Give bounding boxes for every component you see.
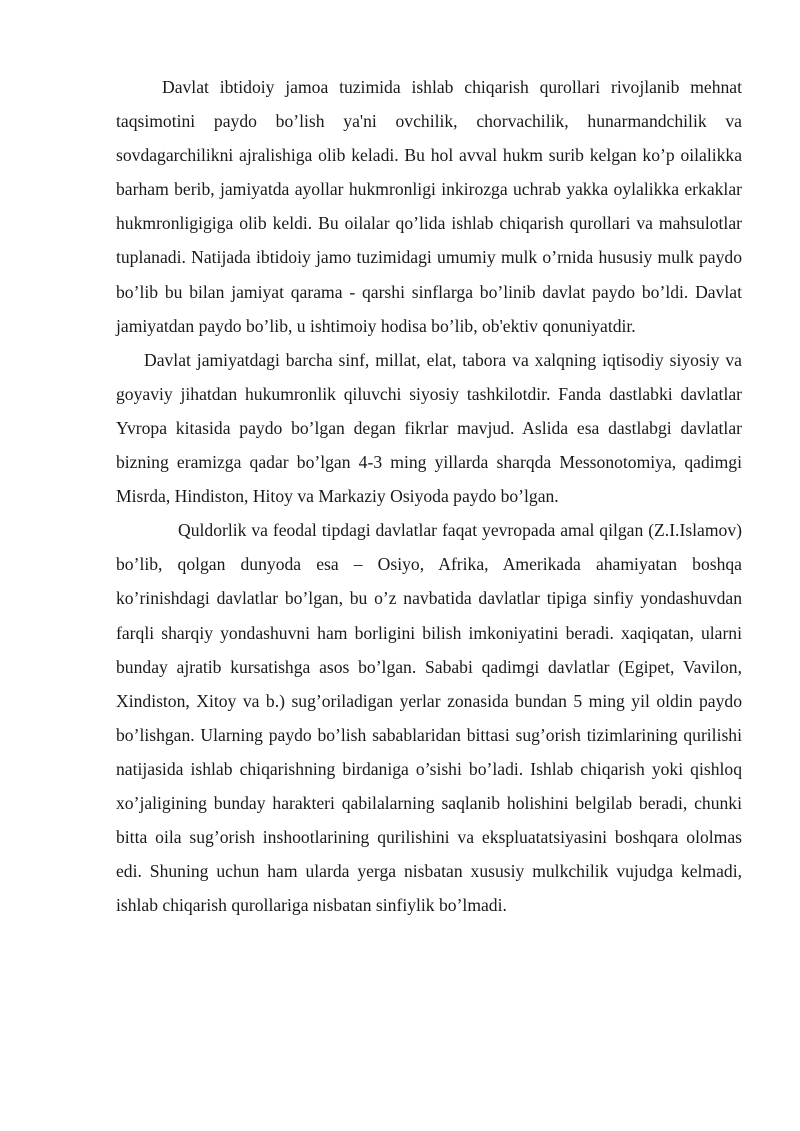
paragraph-state-definition: Davlat jamiyatdagi barcha sinf, millat, elat, tabora va xalqning iqtisodiy siyosiy va goyaviy jihatdan hukumronlik qiluvchi siyosiy tashkilotdir. Fanda dastlabki davlatlar Yvropa kitasida paydo bo’lgan degan fikrlar mavjud. Aslida esa dastlabgi davlatlar bizning eramizga qadar bo’lgan 4-3 ming yillarda sharqda Messonotomiya, qadimgi Misrda, Hindiston, Hitoy va Markaziy Osiyoda paydo bo’lgan.	[116, 349, 742, 507]
paragraph-state-origin: Davlat ibtidoiy jamoa tuzimida ishlab chiqarish qurollari rivojlanib mehnat taqsimotini paydo bo’lish ya'ni ovchilik, chorvachilik, hunarmandchilik va sovdagarchilikni ajralishiga olib keladi. Bu hol avval hukm surib kelgan ko’p oilalikka barham berib, jamiyatda ayollar hukmronligi inkirozga uchrab yakka oylalikka erkaklar hukmronligigiga olib keldi. Bu oilalar qo’lida ishlab chiqarish qurollari va mahsulotlar tuplanadi. Natijada ibtidoiy jamo tuzimidagi umumiy mulk o’rnida hususiy mulk paydo bo’lib bu bilan jamiyat qarama - qarshi sinflarga bo’linib davlat paydo bo’ldi. Davlat jamiyatdan paydo bo’lib, u ishtimoiy hodisa bo’lib, ob'ektiv qonuniyatdir.	[116, 77, 742, 336]
paragraph-state-types: Quldorlik va feodal tipdagi davlatlar faqat yevropada amal qilgan (Z.I.Islamov) bo’lib, qolgan dunyoda esa – Osiyo, Afrika, Amerikada ahamiyatan boshqa ko’rinishdagi davlatlar bo’lgan, bu o’z navbatida davlatlar tipiga sinfiy yondashuvdan farqli sharqiy yondashuvni ham borligini bilish imkoniyatini beradi. xaqiqatan, ularni bunday ajratib kursatishga asos bo’lgan. Sababi qadimgi davlatlar (Egipet, Vavilon, Xindiston, Xitoy va b.) sug’oriladigan yerlar zonasida bundan 5 ming yil oldin paydo bo’lishgan. Ularning paydo bo’lish sabablaridan bittasi sug’orish tizimlarining qurilishi natijasida ishlab chiqarishning birdaniga o’sishi bo’ladi. Ishlab chiqarish yoki qishloq xo’jaligining bunday harakteri qabilalarning saqlanib holishini belgilab beradi, chunki bitta oila sug’orish inshootlarining qurilishini va ekspluatatsiyasini boshqara ololmas edi. Shuning uchun ham ularda yerga nisbatan xususiy mulkchilik vujudga kelmadi, ishlab chiqarish qurollariga nisbatan sinfiylik bo’lmadi.	[116, 520, 742, 916]
body-text	[116, 70, 742, 922]
